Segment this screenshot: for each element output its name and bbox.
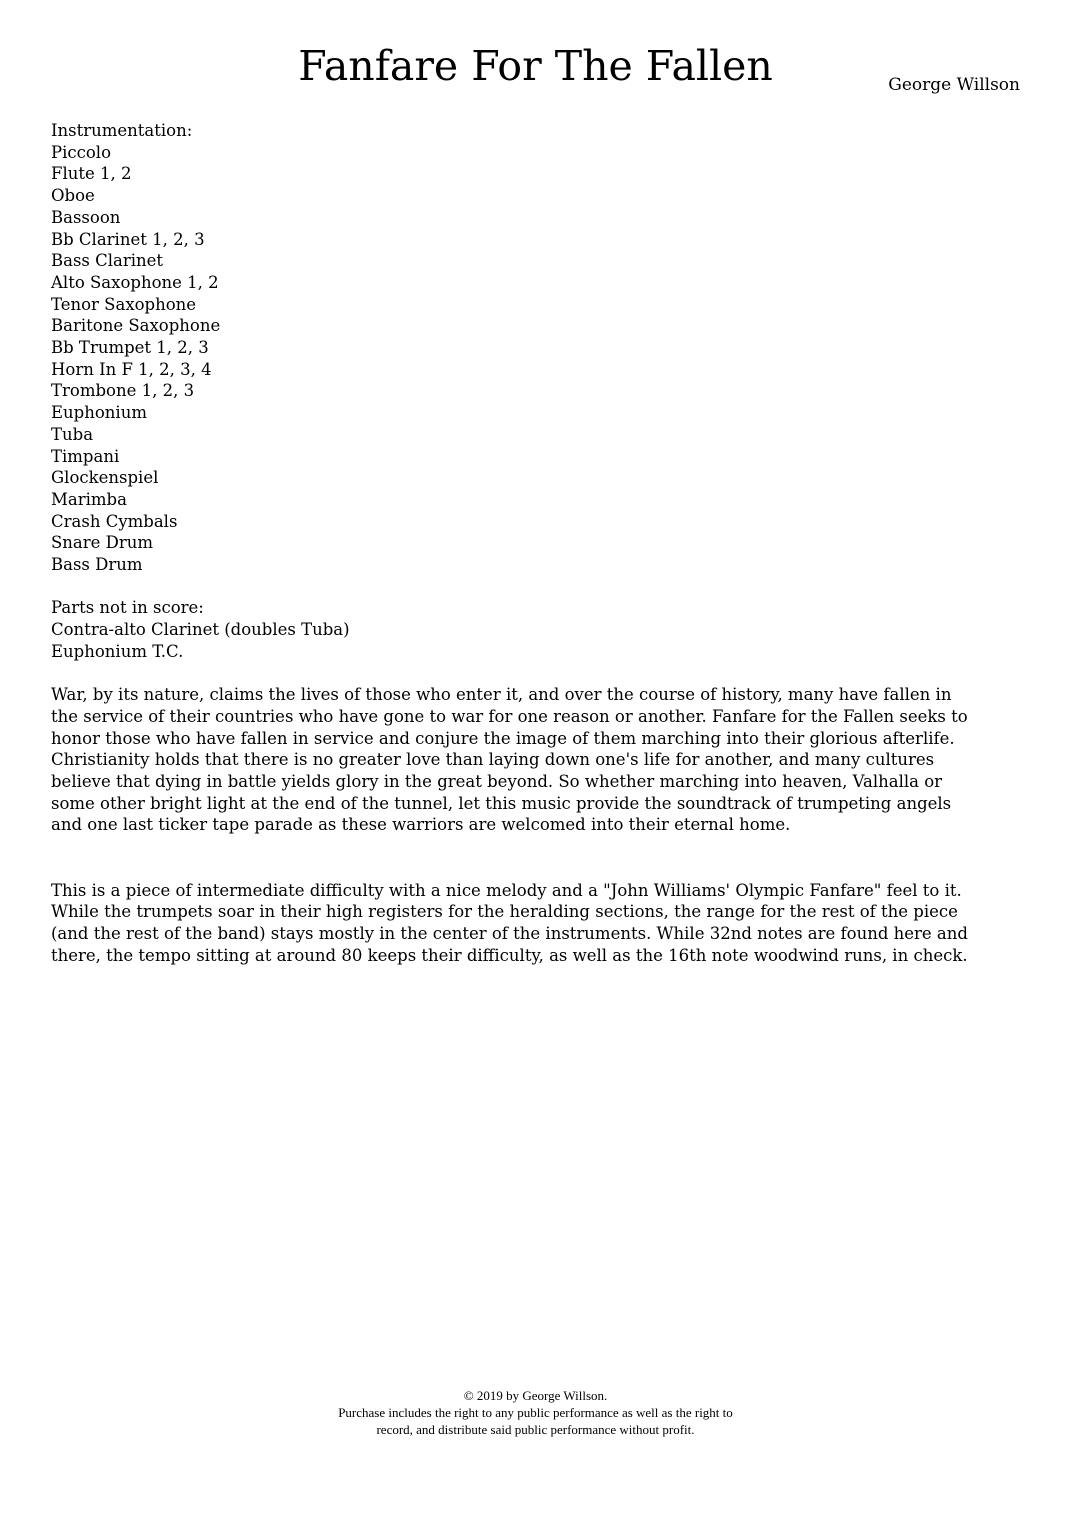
instrument-item: Baritone Saxophone [51, 316, 221, 336]
paragraph-line: (and the rest of the band) stays mostly in the center of the instruments. While 32nd notes are found here and [51, 923, 968, 943]
paragraph-line: This is a piece of intermediate difficulty with a nice melody and a "John Williams' Olympic Fanfare" feel to it. [51, 880, 962, 900]
instrument-item: Trombone 1, 2, 3 [51, 381, 195, 401]
instrument-item: Glockenspiel [51, 468, 159, 488]
instrument-item: Crash Cymbals [51, 511, 178, 531]
document-body [51, 120, 1011, 966]
instrument-item: Piccolo [51, 142, 112, 162]
description-paragraph-1 [51, 684, 1011, 836]
paragraph-line: Christianity holds that there is no greater love than laying down one's life for another, and many cultures [51, 750, 935, 770]
extra-parts-heading: Parts not in score: [51, 598, 204, 618]
paragraph-line: the service of their countries who have gone to war for one reason or another. Fanfare for the Fallen seeks to [51, 706, 968, 726]
copyright-line: © 2019 by George Willson. [463, 1388, 608, 1403]
instrument-item: Marimba [51, 489, 127, 509]
instrument-item: Oboe [51, 186, 95, 206]
rights-line: record, and distribute said public performance without profit. [376, 1422, 695, 1437]
rights-line: Purchase includes the right to any public performance as well as the right to [338, 1405, 733, 1420]
instrument-item: Bassoon [51, 207, 121, 227]
instrumentation-list [51, 120, 1011, 576]
instrument-item: Bb Trumpet 1, 2, 3 [51, 338, 209, 358]
paragraph-line: War, by its nature, claims the lives of those who enter it, and over the course of history, many have fallen in [51, 685, 952, 705]
instrument-item: Euphonium [51, 403, 147, 423]
instrumentation-heading: Instrumentation: [51, 121, 193, 140]
instrument-item: Tuba [51, 424, 94, 444]
instrument-item: Horn In F 1, 2, 3, 4 [51, 359, 212, 379]
paragraph-line: While the trumpets soar in their high registers for the heralding sections, the range for the rest of the piece [51, 902, 958, 922]
instrument-item: Tenor Saxophone [51, 294, 197, 314]
paragraph-line: some other bright light at the end of the tunnel, let this music provide the soundtrack of trumpeting angels [51, 793, 952, 813]
paragraph-line: and one last ticker tape parade as these warriors are welcomed into their eternal home. [51, 815, 791, 835]
paragraph-line: believe that dying in battle yields glory in the great beyond. So whether marching into heaven, Valhalla or [51, 772, 943, 792]
instrument-item: Flute 1, 2 [51, 164, 132, 184]
description-paragraph-2 [51, 880, 1011, 967]
paragraph-line: honor those who have fallen in service and conjure the image of them marching into their glorious afterlife. [51, 728, 955, 748]
instrument-item: Alto Saxophone 1, 2 [51, 272, 219, 292]
instrument-item: Timpani [51, 446, 120, 466]
extra-part-item: Euphonium T.C. [51, 641, 184, 661]
instrument-item: Bb Clarinet 1, 2, 3 [51, 229, 205, 249]
page-title: Fanfare For The Fallen [298, 42, 773, 90]
extra-parts-list [51, 597, 1011, 662]
composer-name: George Willson [888, 75, 1020, 95]
paragraph-line: there, the tempo sitting at around 80 keeps their difficulty, as well as the 16th note woodwind runs, in check. [51, 945, 968, 965]
copyright-footer [0, 1387, 1071, 1438]
instrument-item: Bass Clarinet [51, 251, 164, 271]
instrument-item: Bass Drum [51, 555, 143, 575]
extra-part-item: Contra-alto Clarinet (doubles Tuba) [51, 620, 350, 640]
instrument-item: Snare Drum [51, 533, 154, 553]
